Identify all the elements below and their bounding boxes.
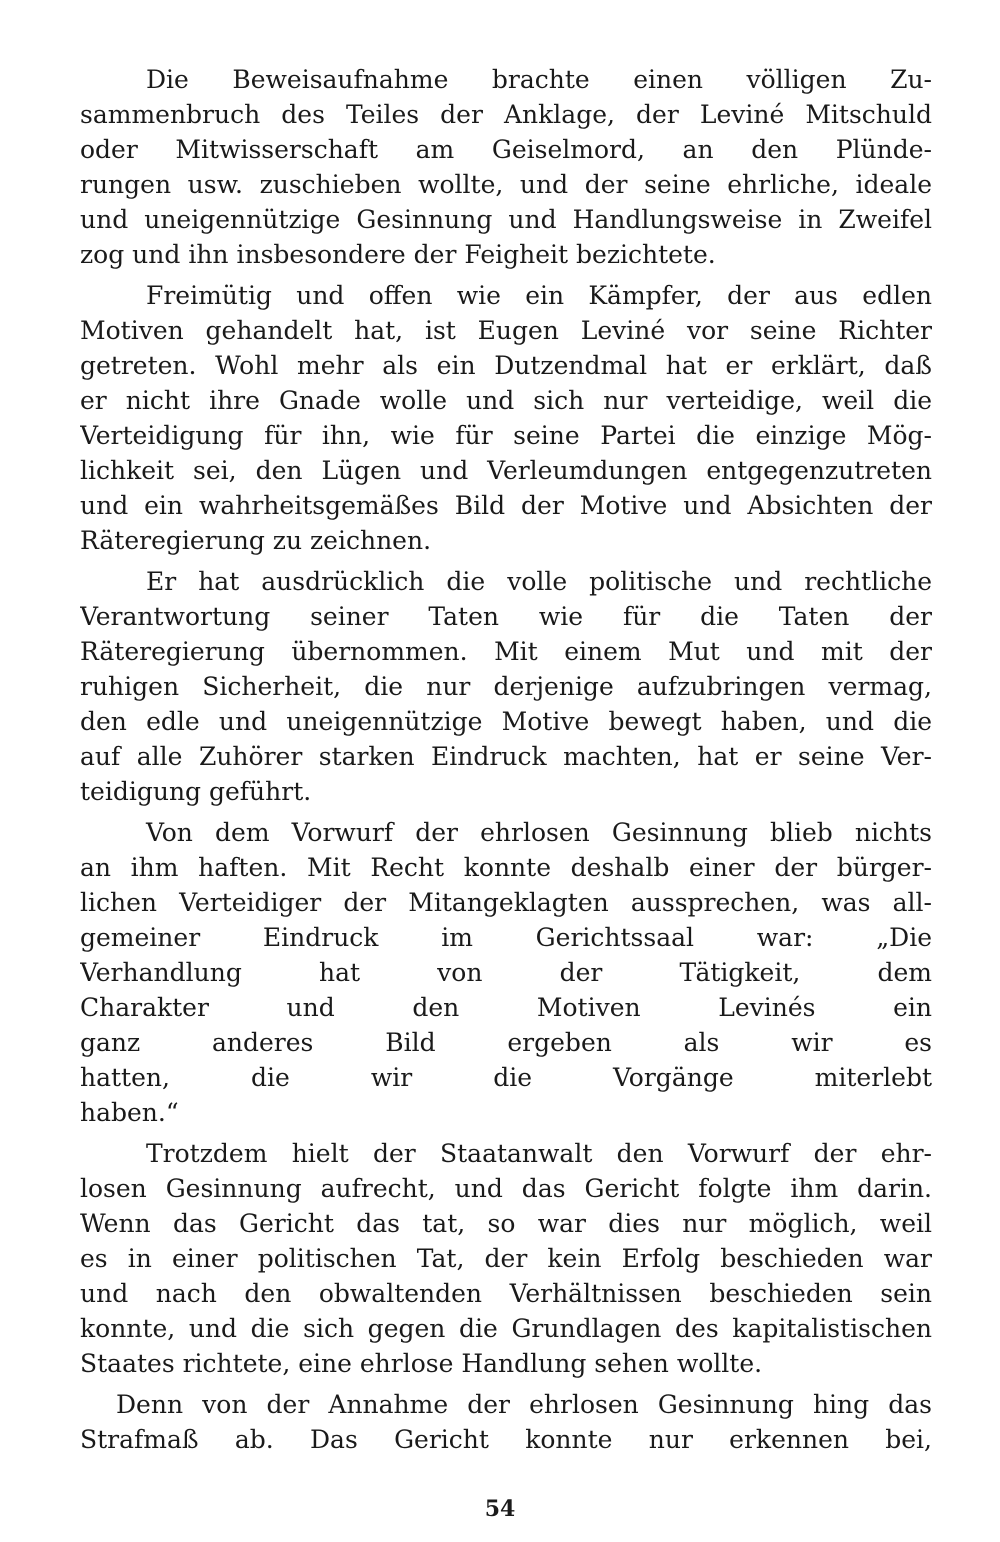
paragraph-3: [80, 564, 932, 809]
text-line: getreten. Wohl mehr als ein Dutzendmal hat er erklärt, daß: [80, 351, 932, 380]
text-line: Er hat ausdrücklich die volle politische und rechtliche: [146, 567, 932, 596]
text-line: sammenbruch des Teiles der Anklage, der Leviné Mitschuld: [80, 100, 932, 129]
paragraph-5: [80, 1136, 932, 1381]
text-line: auf alle Zuhörer starken Eindruck machten, hat er seine Ver-: [80, 742, 932, 771]
text-line: lichkeit sei, den Lügen und Verleumdungen entgegenzutreten: [80, 456, 932, 485]
text-line: und nach den obwaltenden Verhältnissen beschieden sein: [80, 1279, 932, 1308]
text-line: zog und ihn insbesondere der Feigheit bezichtete.: [80, 240, 716, 269]
text-line: den edle und uneigennützige Motive bewegt haben, und die: [80, 707, 932, 736]
text-line: Verhandlung hat von der Tätigkeit, dem: [80, 958, 932, 987]
text-line: lichen Verteidiger der Mitangeklagten aussprechen, was all-: [80, 888, 932, 917]
text-line: Von dem Vorwurf der ehrlosen Gesinnung blieb nichts: [146, 818, 932, 847]
text-line: teidigung geführt.: [80, 777, 312, 806]
paragraph-2: [80, 278, 932, 558]
text-line: und uneigennützige Gesinnung und Handlungsweise in Zweifel: [80, 205, 932, 234]
text-line: Wenn das Gericht das tat, so war dies nur möglich, weil: [80, 1209, 932, 1238]
text-line: Motiven gehandelt hat, ist Eugen Leviné vor seine Richter: [80, 316, 932, 345]
text-line: an ihm haften. Mit Recht konnte deshalb einer der bürger-: [80, 853, 932, 882]
text-line: Verantwortung seiner Taten wie für die Taten der: [80, 602, 932, 631]
text-line: es in einer politischen Tat, der kein Erfolg beschieden war: [80, 1244, 932, 1273]
text-line: losen Gesinnung aufrecht, und das Gericht folgte ihm darin.: [80, 1174, 932, 1203]
paragraph-6: [80, 1387, 932, 1457]
text-line: Staates richtete, eine ehrlose Handlung sehen wollte.: [80, 1349, 763, 1378]
text-line: ruhigen Sicherheit, die nur derjenige aufzubringen vermag,: [80, 672, 932, 701]
text-line: Verteidigung für ihn, wie für seine Partei die einzige Mög-: [80, 421, 932, 450]
text-line: hatten, die wir die Vorgänge miterlebt: [80, 1063, 932, 1092]
text-line: er nicht ihre Gnade wolle und sich nur verteidige, weil die: [80, 386, 932, 415]
text-line: Räteregierung zu zeichnen.: [80, 526, 432, 555]
text-line: haben.“: [80, 1098, 179, 1127]
text-line: Denn von der Annahme der ehrlosen Gesinnung hing das: [116, 1390, 932, 1419]
page-number: 54: [484, 1496, 516, 1522]
text-line: gemeiner Eindruck im Gerichtssaal war: „Die: [80, 923, 932, 952]
page-body: [80, 62, 932, 1532]
text-line: und ein wahrheitsgemäßes Bild der Motive und Absichten der: [80, 491, 932, 520]
text-line: konnte, und die sich gegen die Grundlagen des kapitalistischen: [80, 1314, 932, 1343]
text-line: Freimütig und offen wie ein Kämpfer, der aus edlen: [146, 281, 932, 310]
text-line: Strafmaß ab. Das Gericht konnte nur erkennen bei,: [80, 1425, 932, 1454]
text-line: Trotzdem hielt der Staatanwalt den Vorwurf der ehr-: [146, 1139, 932, 1168]
text-line: Charakter und den Motiven Levinés ein: [80, 993, 932, 1022]
paragraph-4: [80, 815, 932, 1130]
text-line: Räteregierung übernommen. Mit einem Mut und mit der: [80, 637, 932, 666]
text-line: ganz anderes Bild ergeben als wir es: [80, 1028, 932, 1057]
text-line: rungen usw. zuschieben wollte, und der seine ehrliche, ideale: [80, 170, 932, 199]
text-line: oder Mitwisserschaft am Geiselmord, an den Plünde-: [80, 135, 932, 164]
paragraph-1: [80, 62, 932, 272]
text-line: Die Beweisaufnahme brachte einen völligen Zu-: [146, 65, 932, 94]
